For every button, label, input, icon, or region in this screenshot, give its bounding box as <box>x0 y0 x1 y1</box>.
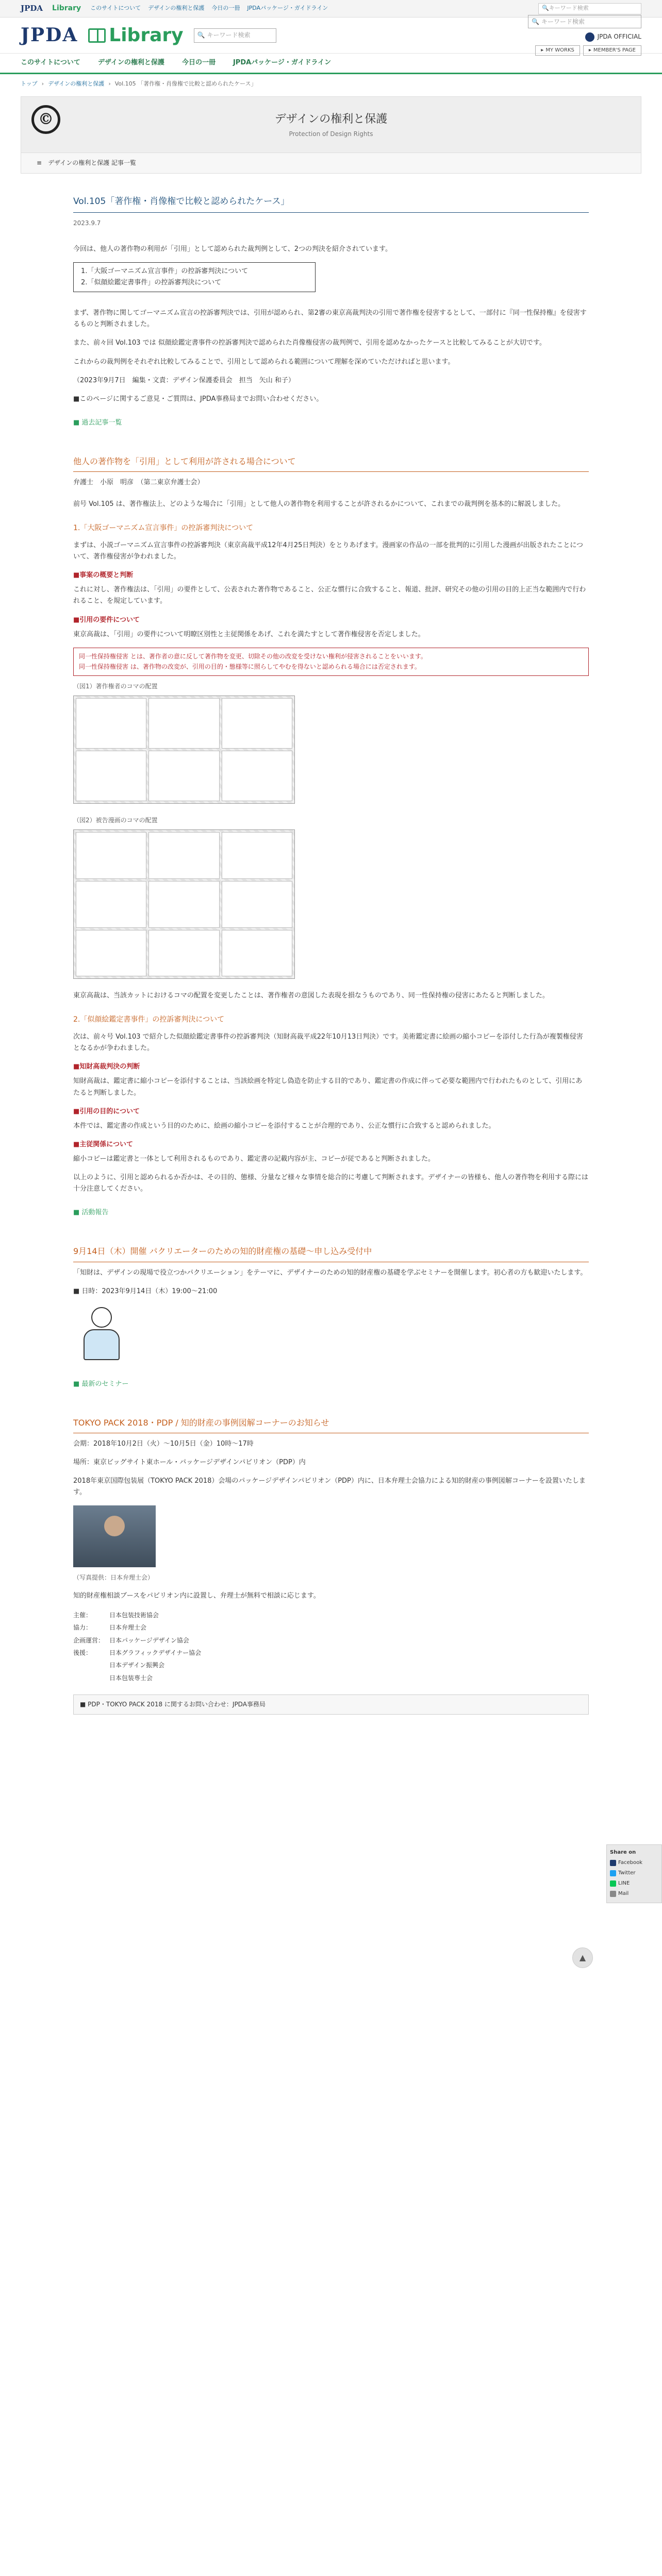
nav-rights[interactable]: デザインの権利と保護 <box>97 59 164 67</box>
photo-caption: （写真提供：日本弁理士会） <box>73 1574 154 1582</box>
search-icon: 🔍 <box>542 5 549 12</box>
tokyo-pack-place: 場所：東京ビッグサイト東ホール・パッケージデザインパビリオン（PDP）内 <box>73 1459 306 1467</box>
search-icon: 🔍 <box>532 18 539 26</box>
twitter-icon <box>610 1870 616 1876</box>
figure-caption: （図1）著作権者のコマの配置 <box>73 682 158 690</box>
subheading: ■引用の要件について <box>73 616 140 624</box>
breadcrumb-current: Vol.105 「著作権・肖像権で比較と認められたケース」 <box>114 80 257 87</box>
tokyo-pack-body: 知的財産権相談ブースをパビリオン内に設置し、弁理士が無料で相談に応じます。 <box>73 1591 320 1600</box>
scroll-top-button[interactable]: ▲ <box>572 1947 593 1968</box>
body-paragraph: これに対し、著作権法は、「引用」の要件として、公表された著作物であること、公正な慣行に合致すること、報道、批評、研究その他の引用の目的上正当な範囲内で行われること、を規定しています。 <box>73 586 586 605</box>
breadcrumb: トップ › デザインの権利と保護 › Vol.105 「著作権・肖像権で比較と認められたケース」 <box>0 74 662 94</box>
case2-heading: 2.「似顔絵鑑定書事件」の控訴審判決について <box>73 1015 225 1024</box>
event-date: ■ 日時：2023年9月14日（木）19:00〜21:00 <box>73 1287 218 1295</box>
article-date: 2023.9.7 <box>73 219 101 227</box>
intro-paragraph: これからの裁判例をそれぞれ比較してみることで、引用として認められる範囲について理解を深めていただければと思います。 <box>73 358 455 366</box>
mail-icon <box>610 1891 616 1897</box>
top-logo[interactable]: JPDA <box>21 3 43 13</box>
definition-box: 同一性保持権侵害 とは、著作者の意に反して著作物を変更、切除その他の改変を受けない権利が侵害されることをいいます。 同一性保持権侵害 は、著作物の改変が、引用の目的・態様等に照らしてやむを得ないと認められる場合には否定されます。 <box>73 648 589 676</box>
seminar-link[interactable]: ■ 最新のセミナー <box>73 1380 129 1388</box>
body-paragraph: 東京高裁は、当該カットにおけるコマの配置を変更したことは、著作権者の意図した表現を損なうものであり、同一性保持権の侵害にあたると判断しました。 <box>73 992 549 1000</box>
share-panel: Share on Facebook Twitter LINE Mail <box>606 1844 662 1903</box>
body-paragraph: まずは、小説ゴーマニズム宣言事件の控訴審判決（東京高裁平成12年4月25日判決）をとりあげます。漫画家の作品の一部を批判的に引用した漫画が出版されたことについて、著作権侵害が争われました。 <box>73 541 584 561</box>
case1-heading: 1.「大阪ゴーマニズム宣言事件」の控訴審判決について <box>73 524 254 533</box>
tokyo-pack-heading: TOKYO PACK 2018・PDP / 知的財産の事例図解コーナーのお知らせ <box>73 1416 589 1433</box>
breadcrumb-rights[interactable]: デザインの権利と保護 <box>48 80 105 87</box>
top-link-book[interactable]: 今日の一冊 <box>211 5 240 12</box>
top-link-about[interactable]: このサイトについて <box>90 5 141 12</box>
main-content <box>73 174 589 1715</box>
nav-guideline[interactable]: JPDAパッケージ・ガイドライン <box>233 59 332 67</box>
library-logo[interactable]: Library <box>88 20 183 51</box>
jpda-official-link[interactable]: JPDA OFFICIAL <box>585 31 641 42</box>
credits-table: 主催： 日本包装技術協会 協力： 日本弁理士会 企画運営： 日本パッケージデザイン協会 後援： 日本グラフィックデザイナー協会 日本デザイン振興会 日本包装専士会 <box>73 1611 202 1682</box>
intro-paragraph: 今回は、他人の著作物の利用が「引用」として認められた裁判例として、2つの判決を紹介されています。 <box>73 245 392 253</box>
breadcrumb-top[interactable]: トップ <box>21 80 38 87</box>
facebook-icon <box>610 1860 616 1866</box>
body-paragraph: 本件では、鑑定書の作成という目的のために、絵画の縮小コピーを添付することが合理的であり、公正な慣行に合致すると認められました。 <box>73 1122 495 1130</box>
tokyo-pack-body: 2018年東京国際包装展（TOKYO PACK 2018）会場のパッケージデザインパビリオン（PDP）内に、日本弁理士会協力による知的財産の事例図解コーナーを設置いたします。 <box>73 1477 586 1497</box>
case-item: 2.「似顔絵鑑定書事件」の控訴審判決について <box>81 279 222 287</box>
header-buttons <box>535 45 641 56</box>
search-icon: 🔍 <box>197 31 205 39</box>
manga-figure-2 <box>73 829 295 979</box>
book-icon <box>88 28 106 43</box>
subheading: ■引用の目的について <box>73 1107 140 1115</box>
lead-paragraph: 前号 Vol.105 は、著作権法上、どのような場合に「引用」として他人の著作物を利用することが許されるかについて、これまでの裁判例を基本的に解説しました。 <box>73 500 565 509</box>
tokyo-pack-date: 会期：2018年10月2日（火）〜10月5日（金）10時〜17時 <box>73 1439 254 1448</box>
list-icon: ≡ <box>37 159 42 166</box>
archive-link[interactable]: ■ 過去記事一覧 <box>73 418 122 427</box>
event-heading: 9月14日（木）開催 パクリエーターのための知的財産権の基礎〜申し込み受付中 <box>73 1244 589 1262</box>
person-illustration <box>73 1304 130 1366</box>
top-link-guideline[interactable]: JPDAパッケージ・ガイドライン <box>247 5 328 12</box>
site-logo[interactable]: JPDA <box>21 24 78 46</box>
nav-about[interactable]: このサイトについて <box>21 59 80 67</box>
manga-figure-1 <box>73 696 295 804</box>
contact-footer: ■ PDP・TOKYO PACK 2018 に関するお問い合わせ：JPDA事務局 <box>73 1694 589 1714</box>
header <box>0 18 662 54</box>
header-right-search-input[interactable]: 🔍 キーワード検索 <box>528 15 641 28</box>
figure-caption: （図2）被告漫画のコマの配置 <box>73 816 158 824</box>
share-twitter[interactable]: Twitter <box>610 1869 658 1877</box>
contact-note: ■このページに関するご意見・ご質問は、JPDA事務局までお問い合わせください。 <box>73 395 323 403</box>
my-works-button[interactable]: ▸ MY WORKS <box>535 45 580 56</box>
case-item: 1.「大阪ゴーマニズム宣言事件」の控訴審判決について <box>81 267 249 276</box>
summary-paragraph: 以上のように、引用と認められるか否かは、その目的、態様、分量など様々な事情を総合的に考慮して判断されます。デザイナーの皆様も、他人の著作物を利用する際には十分注意してください。 <box>73 1174 589 1193</box>
editor-credit: （2023年9月7日 編集・文責：デザイン保護委員会 担当 矢山 和子） <box>73 376 295 384</box>
subheading: ■知財高裁判決の判断 <box>73 1063 140 1071</box>
header-right <box>528 15 641 55</box>
event-photo <box>73 1505 156 1567</box>
article-title: Vol.105「著作権・肖像権で比較と認められたケース」 <box>73 194 589 213</box>
body-paragraph: 縮小コピーは鑑定書と一体として利用されるものであり、鑑定書の記載内容が主、コピーが従であると判断されました。 <box>73 1155 435 1163</box>
page-title: デザインの権利と保護 Protection of Design Rights <box>274 112 388 138</box>
event-body: 「知財は、デザインの現場で役立つかパクリエーション」をテーマに、デザイナーのための知的財産権の基礎を学ぶセミナーを開催します。初心者の方も歓迎いたします。 <box>73 1268 587 1277</box>
body-paragraph: 知財高裁は、鑑定書に縮小コピーを添付することは、当該絵画を特定し偽造を防止する目的であり、鑑定書の作成に伴って必要な範囲内で行われたものとして、引用にあたると判断しました。 <box>73 1077 583 1097</box>
intro-paragraph: まず、著作物に関してゴーマニズム宣言の控訴審判決では、引用が認められ、第2審の東京高裁判決の引用で著作権を侵害するとして、一部付に『同一性保持権』を侵害するものと判断されました。 <box>73 309 587 329</box>
top-links <box>90 4 328 13</box>
case-list-box <box>73 262 316 292</box>
intro-paragraph: また、前々回 Vol.103 では 似顔絵鑑定書事件の控訴審判決で認められた肖像権侵害の裁判例で、引用を認めなかったケースと比較してみることが大切です。 <box>73 339 546 347</box>
share-facebook[interactable]: Facebook <box>610 1858 658 1867</box>
line-icon <box>610 1880 616 1887</box>
subheading: ■事案の概要と判断 <box>73 571 134 580</box>
copyright-icon: © <box>31 105 60 134</box>
article-list-bar[interactable]: ≡ デザインの権利と保護 記事一覧 <box>21 153 641 174</box>
main-nav <box>0 54 662 74</box>
jpda-logo-icon <box>585 32 594 42</box>
member-page-button[interactable]: ▸ MEMBER'S PAGE <box>583 45 641 56</box>
activity-report-link[interactable]: ■ 活動報告 <box>73 1209 109 1217</box>
title-band <box>21 96 641 153</box>
body-paragraph: 次は、前々号 Vol.103 で紹介した似顔絵鑑定書事件の控訴審判決（知財高裁平成22年10月13日判決）です。美術鑑定書に絵画の縮小コピーを添付した行為が複製権侵害となるかが争われました。 <box>73 1033 583 1053</box>
nav-book[interactable]: 今日の一冊 <box>181 59 216 67</box>
subheading: ■主従関係について <box>73 1140 134 1148</box>
body-paragraph: 東京高裁は、「引用」の要件について明瞭区別性と主従関係をあげ、これを満たすとして著作権侵害を否定しました。 <box>73 630 425 638</box>
top-search-input[interactable]: 🔍 キーワード検索 <box>538 3 641 14</box>
share-line[interactable]: LINE <box>610 1879 658 1888</box>
header-search-input[interactable]: 🔍 キーワード検索 <box>194 28 276 43</box>
section-heading: 他人の著作物を「引用」として利用が許される場合について <box>73 454 589 472</box>
top-link-rights[interactable]: デザインの権利と保護 <box>148 5 205 12</box>
author-line: 弁護士 小原 明彦 （第二東京弁護士会） <box>73 479 204 487</box>
share-mail[interactable]: Mail <box>610 1889 658 1898</box>
top-library-label[interactable]: Library <box>52 4 81 12</box>
